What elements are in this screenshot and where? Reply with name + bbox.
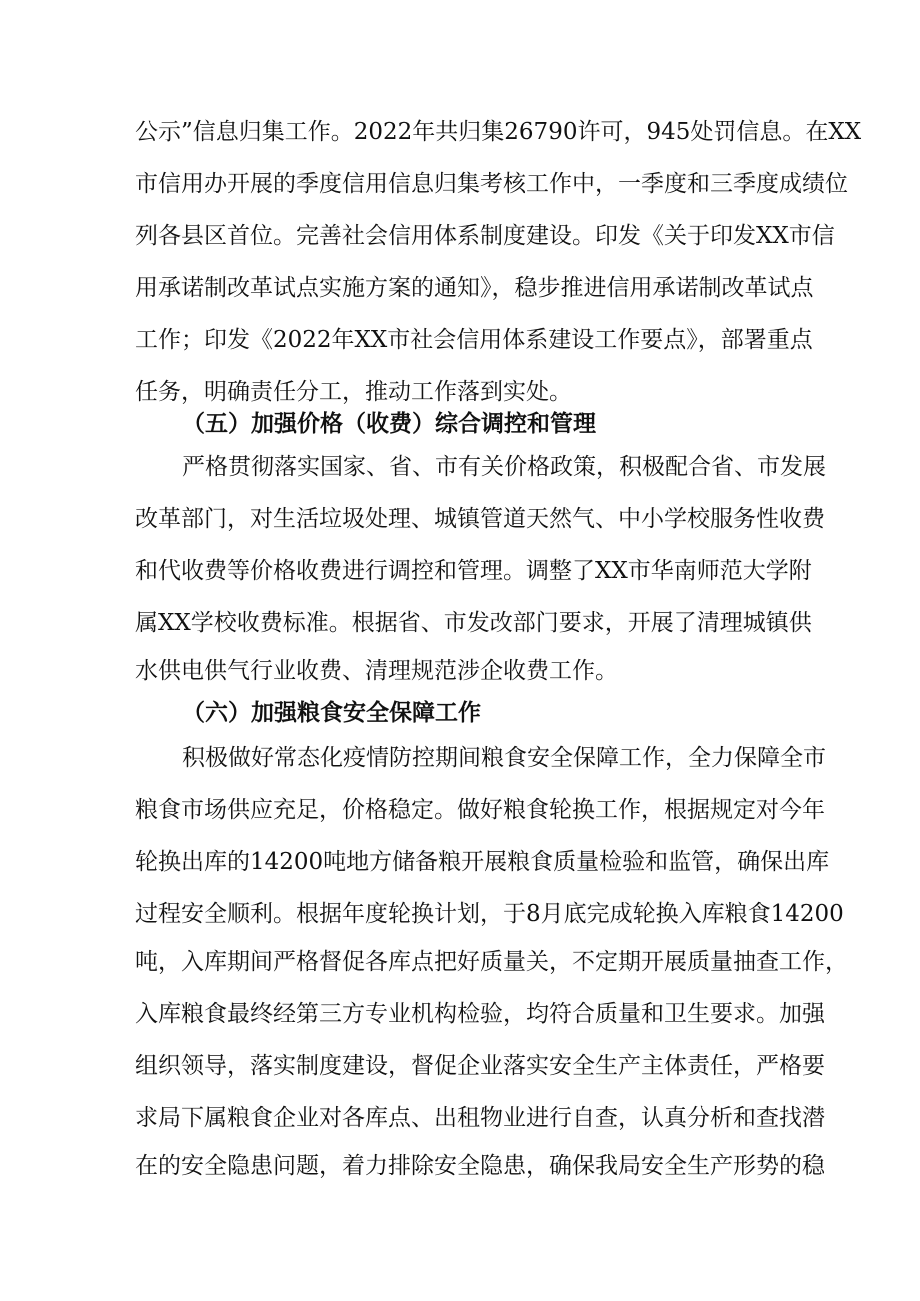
paragraph-line: 和代收费等价格收费进行调控和管理。调整了XX市华南师范大学附: [135, 558, 812, 584]
paragraph-line: 任务，明确责任分工，推动工作落到实处。: [135, 379, 572, 405]
paragraph-line: 用承诺制改革试点实施方案的通知》，稳步推进信用承诺制改革试点: [135, 275, 814, 301]
paragraph-line: 工作；印发《2022年XX市社会信用体系建设工作要点》，部署重点: [135, 327, 813, 353]
section-heading: （六）加强粮食安全保障工作: [182, 700, 481, 726]
paragraph-line: 在的安全隐患问题，着力排除安全隐患，确保我局安全生产形势的稳: [135, 1153, 825, 1179]
paragraph-line: 求局下属粮食企业对各库点、出租物业进行自查，认真分析和查找潜: [135, 1105, 825, 1131]
paragraph-line: 属XX学校收费标准。根据省、市发改部门要求，开展了清理城镇供: [135, 610, 812, 636]
paragraph-line: 严格贯彻落实国家、省、市有关价格政策，积极配合省、市发展: [182, 454, 826, 480]
paragraph-line: 公示”信息归集工作。2022年共归集26790许可，945处罚信息。在XX: [135, 119, 862, 145]
paragraph-line: 市信用办开展的季度信用信息归集考核工作中，一季度和三季度成绩位: [135, 171, 848, 197]
section-heading: （五）加强价格（收费）综合调控和管理: [182, 411, 596, 437]
paragraph-line: 过程安全顺利。根据年度轮换计划，于8月底完成轮换入库粮食14200: [135, 901, 844, 927]
paragraph-line: 改革部门，对生活垃圾处理、城镇管道天然气、中小学校服务性收费: [135, 506, 825, 532]
paragraph-line: 积极做好常态化疫情防控期间粮食安全保障工作，全力保障全市: [182, 745, 826, 771]
paragraph-line: 入库粮食最终经第三方专业机构检验，均符合质量和卫生要求。加强: [135, 1001, 825, 1027]
paragraph-line: 水供电供气行业收费、清理规范涉企收费工作。: [135, 658, 618, 684]
paragraph-line: 列各县区首位。完善社会信用体系制度建设。印发《关于印发XX市信: [135, 223, 835, 249]
paragraph-line: 轮换出库的14200吨地方储备粮开展粮食质量检验和监管，确保出库: [135, 849, 830, 875]
paragraph-line: 吨，入库期间严格督促各库点把好质量关，不定期开展质量抽查工作，: [135, 949, 848, 975]
paragraph-line: 粮食市场供应充足，价格稳定。做好粮食轮换工作，根据规定对今年: [135, 797, 825, 823]
paragraph-line: 组织领导，落实制度建设，督促企业落实安全生产主体责任，严格要: [135, 1053, 825, 1079]
